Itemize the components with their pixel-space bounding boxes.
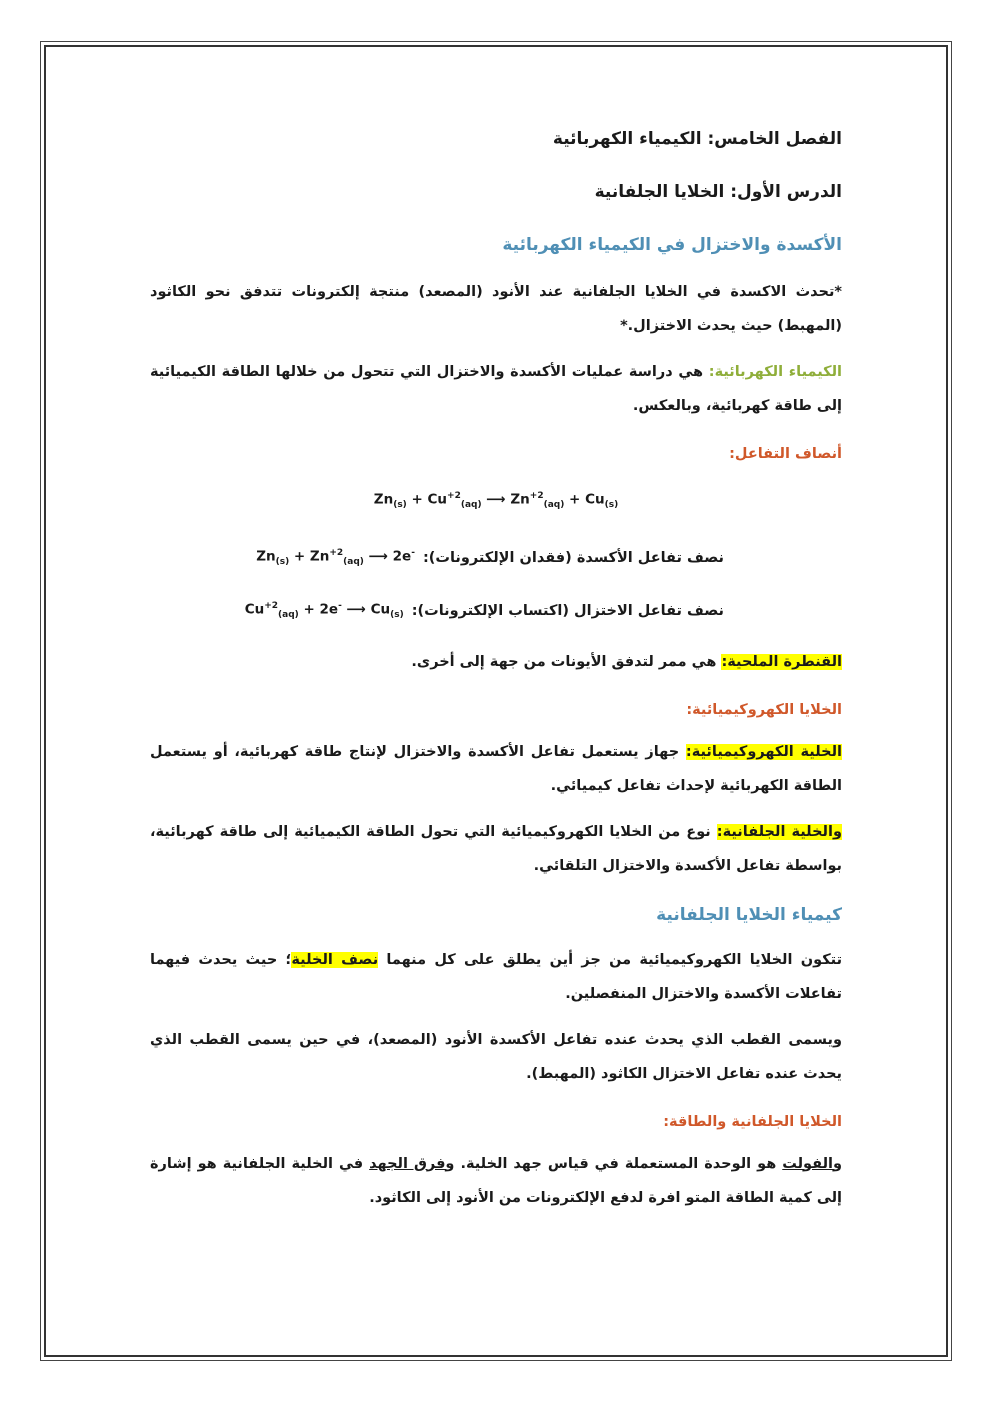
salt-bridge-definition: القنطرة الملحية: هي ممر لتدفق الأيونات من جهة إلى أخرى.: [411, 653, 842, 670]
half-cell-paragraph: تتكون الخلايا الكهروكيميائية من جز أين يطلق على كل منهما نصف الخلية؛ حيث يحدث فيهما تفاعلات الأكسدة والاختزال المنفصلين.: [150, 951, 843, 1002]
term-volt: والفولت: [782, 1155, 842, 1172]
reduction-label: نصف تفاعل الاختزال (اكتساب الإلكترونات):: [411, 602, 724, 619]
electrochemical-cells-heading: الخلايا الكهروكيميائية:: [686, 701, 842, 718]
document-body: [150, 118, 842, 1227]
electrodes-paragraph: ويسمى القطب الذي يحدث عنده تفاعل الأكسدة الأنود (المصعد)، في حين يسمى القطب الذي يحدث عنده تفاعل الاختزال الكاثود (المهبط).: [150, 1031, 842, 1082]
galvanic-cell-definition: والخلية الجلفانية: نوع من الخلايا الكهروكيميائية التي تحول الطاقة الكيميائية إلى طاقة كهربائية، بواسطة تفاعل الأكسدة والاختزال التلقائي.: [150, 823, 842, 874]
overall-equation: $Zn_{(s)} + Cu^{+2}_{(aq)}$ ⟶ $Zn^{+2}_{(aq)} + Cu_{(s)}$: [373, 491, 619, 511]
oxidation-half-reaction: [150, 538, 724, 577]
oxidation-label: نصف تفاعل الأكسدة (فقدان الإلكترونات):: [422, 549, 724, 566]
term-salt-bridge: القنطرة الملحية:: [721, 653, 842, 670]
section-heading-galvanic-chemistry: كيمياء الخلايا الجلفانية: [656, 904, 842, 925]
intro-paragraph: *تحدث الاكسدة في الخلايا الجلفانية عند الأنود (المصعد) منتجة إلكترونات تتدفق نحو الكاثود (المهبط) حيث يحدث الاختزال.*: [150, 284, 842, 334]
section-heading-redox: الأكسدة والاختزال في الكيمياء الكهربائية: [502, 235, 842, 255]
term-galvanic-cell: والخلية الجلفانية:: [716, 823, 842, 840]
oxidation-equation: $Zn_{(s)} + Zn^{+2}_{(aq)}$ ⟶ 2e-: [256, 548, 415, 568]
electrochemical-cell-definition: الخلية الكهروكيميائية: جهاز يستعمل تفاعل الأكسدة والاختزال لإنتاج طاقة كهربائية، أو يستعمل الطاقة الكهربائية لإحداث تفاعل كيميائي.: [150, 743, 842, 794]
definition-electrochemistry: [150, 355, 842, 423]
term-potential-difference: وفرق الجهد: [369, 1155, 455, 1172]
chapter-title: الفصل الخامس: الكيمياء الكهربائية: [552, 129, 842, 149]
reduction-half-reaction: [150, 591, 724, 630]
definition-text: هي دراسة عمليات الأكسدة والاختزال التي تتحول من خلالها الطاقة الكيميائية إلى طاقة كهربائية، وبالعكس.: [150, 364, 842, 414]
reduction-equation: $Cu^{+2}_{(aq)} + 2e^-$ ⟶ $Cu_{(s)}$: [244, 601, 404, 621]
galvanic-energy-heading: الخلايا الجلفانية والطاقة:: [663, 1113, 842, 1130]
term-half-cell: نصف الخلية: [291, 951, 379, 968]
lesson-title: الدرس الأول: الخلايا الجلفانية: [594, 182, 842, 202]
term-electrochemistry: الكيمياء الكهربائية:: [708, 364, 842, 380]
term-electrochemical-cell: الخلية الكهروكيميائية:: [685, 743, 842, 760]
volt-paragraph: والفولت هو الوحدة المستعملة في قياس جهد الخلية. وفرق الجهد في الخلية الجلفانية هو إشارة إلى كمية الطاقة المتو افرة لدفع الإلكترونات من الأنود إلى الكاثود.: [150, 1155, 842, 1206]
half-reactions-heading: أنصاف التفاعل:: [729, 446, 842, 462]
